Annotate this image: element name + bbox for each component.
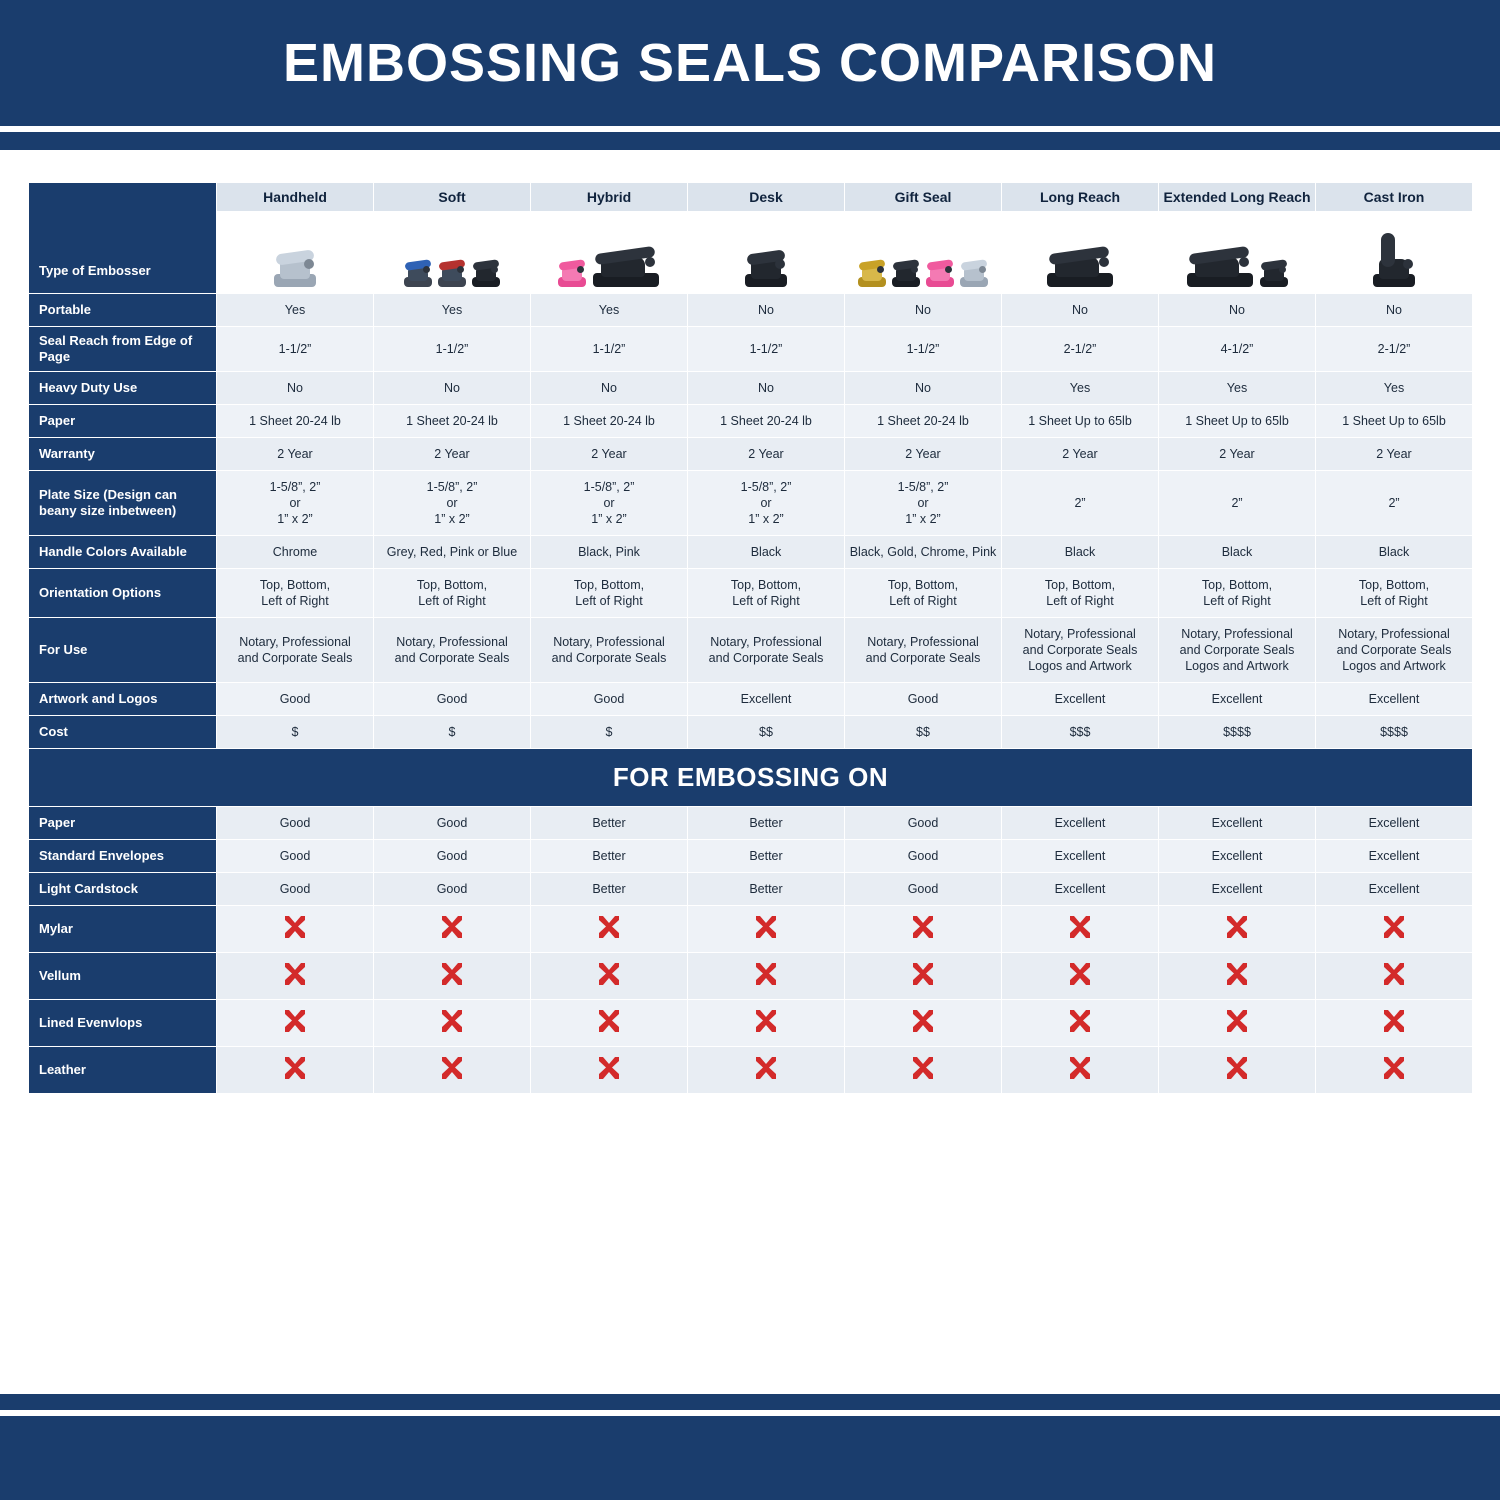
cell-spec-3: 1 Sheet 20-24 lb: [531, 404, 688, 437]
cell-embossing-2: Good: [374, 872, 531, 905]
cell-spec-1: Top, Bottom, Left of Right: [217, 568, 374, 617]
cell-embossing-1: Good: [217, 806, 374, 839]
cell-embossing-7: [1159, 952, 1316, 999]
cell-embossing-1: Good: [217, 839, 374, 872]
cell-embossing-5: Good: [845, 839, 1002, 872]
cell-embossing-8: [1316, 952, 1473, 999]
cell-spec-8: Excellent: [1316, 682, 1473, 715]
extended-long-reach-embosser-icon: [1159, 212, 1316, 294]
cell-embossing-8: Excellent: [1316, 806, 1473, 839]
row-header-plate-size-design-can-beany-size-inbetween: Plate Size (Design can beany size inbetween): [29, 470, 217, 535]
cell-spec-7: 1 Sheet Up to 65lb: [1159, 404, 1316, 437]
row-header-artwork-and-logos: Artwork and Logos: [29, 682, 217, 715]
cell-spec-5: $$: [845, 715, 1002, 748]
page-title: EMBOSSING SEALS COMPARISON: [282, 33, 1218, 93]
table-row: [29, 568, 1473, 617]
cell-spec-7: Excellent: [1159, 682, 1316, 715]
desk-embosser-icon: [688, 212, 845, 294]
column-header-hybrid[interactable]: Hybrid: [531, 183, 688, 212]
cell-spec-3: 1-5/8”, 2” or 1” x 2”: [531, 470, 688, 535]
cell-spec-1: 1-1/2”: [217, 327, 374, 372]
cell-embossing-8: [1316, 999, 1473, 1046]
cell-spec-1: Yes: [217, 294, 374, 327]
cell-spec-2: 2 Year: [374, 437, 531, 470]
row-header-orientation-options: Orientation Options: [29, 568, 217, 617]
row-header-heavy-duty-use: Heavy Duty Use: [29, 371, 217, 404]
cell-spec-3: Yes: [531, 294, 688, 327]
cell-embossing-4: [688, 952, 845, 999]
cell-embossing-1: Good: [217, 872, 374, 905]
row-header-paper: Paper: [29, 404, 217, 437]
cell-embossing-7: [1159, 905, 1316, 952]
cell-spec-4: No: [688, 371, 845, 404]
cell-embossing-2: Good: [374, 839, 531, 872]
cell-spec-8: 2”: [1316, 470, 1473, 535]
cell-spec-8: Notary, Professional and Corporate Seals Logos and Artwork: [1316, 617, 1473, 682]
cell-embossing-8: Excellent: [1316, 872, 1473, 905]
cell-embossing-2: [374, 905, 531, 952]
cell-embossing-1: [217, 905, 374, 952]
cell-spec-3: Black, Pink: [531, 535, 688, 568]
cell-spec-2: Notary, Professional and Corporate Seals: [374, 617, 531, 682]
handheld-embosser-icon: [217, 212, 374, 294]
cell-embossing-5: [845, 999, 1002, 1046]
cell-embossing-2: Good: [374, 806, 531, 839]
cell-embossing-4: Better: [688, 806, 845, 839]
comparison-table: [28, 182, 1473, 1094]
row-header-type-of-embosser: Type of Embosser: [29, 183, 217, 294]
cell-embossing-2: [374, 999, 531, 1046]
cell-embossing-3: [531, 999, 688, 1046]
cell-spec-3: 2 Year: [531, 437, 688, 470]
cell-spec-3: $: [531, 715, 688, 748]
cell-embossing-6: Excellent: [1002, 872, 1159, 905]
cell-spec-5: No: [845, 294, 1002, 327]
cell-spec-2: Grey, Red, Pink or Blue: [374, 535, 531, 568]
cell-spec-4: Top, Bottom, Left of Right: [688, 568, 845, 617]
cell-embossing-4: [688, 1046, 845, 1093]
cell-embossing-1: [217, 952, 374, 999]
cell-embossing-6: [1002, 952, 1159, 999]
cell-spec-4: 1-1/2”: [688, 327, 845, 372]
cell-spec-6: Black: [1002, 535, 1159, 568]
cell-spec-7: 4-1/2”: [1159, 327, 1316, 372]
column-header-extended-long-reach[interactable]: Extended Long Reach: [1159, 183, 1316, 212]
cell-embossing-3: Better: [531, 806, 688, 839]
cell-spec-5: 2 Year: [845, 437, 1002, 470]
cell-spec-6: $$$: [1002, 715, 1159, 748]
cell-spec-6: Notary, Professional and Corporate Seals Logos and Artwork: [1002, 617, 1159, 682]
cell-spec-3: No: [531, 371, 688, 404]
cell-spec-1: 1 Sheet 20-24 lb: [217, 404, 374, 437]
footer-band-top: [0, 1394, 1500, 1410]
cell-spec-8: 2 Year: [1316, 437, 1473, 470]
cell-spec-5: 1-1/2”: [845, 327, 1002, 372]
cell-spec-1: 2 Year: [217, 437, 374, 470]
row-header-seal-reach-from-edge-of-page: Seal Reach from Edge of Page: [29, 327, 217, 372]
page-header: [0, 0, 1500, 126]
cell-spec-1: $: [217, 715, 374, 748]
cell-embossing-1: [217, 999, 374, 1046]
column-header-cast-iron[interactable]: Cast Iron: [1316, 183, 1473, 212]
cell-embossing-8: Excellent: [1316, 839, 1473, 872]
column-header-gift-seal[interactable]: Gift Seal: [845, 183, 1002, 212]
section-banner-label: FOR EMBOSSING ON: [29, 748, 1473, 806]
cell-spec-6: Excellent: [1002, 682, 1159, 715]
cell-spec-7: $$$$: [1159, 715, 1316, 748]
cell-spec-7: Top, Bottom, Left of Right: [1159, 568, 1316, 617]
table-row: [29, 371, 1473, 404]
table-row: [29, 999, 1473, 1046]
cell-spec-3: Top, Bottom, Left of Right: [531, 568, 688, 617]
cell-spec-6: 1 Sheet Up to 65lb: [1002, 404, 1159, 437]
table-row: [29, 404, 1473, 437]
cell-spec-5: Black, Gold, Chrome, Pink: [845, 535, 1002, 568]
table-header-row: [29, 183, 1473, 212]
footer-band: [0, 1416, 1500, 1500]
cell-spec-7: Black: [1159, 535, 1316, 568]
cell-spec-2: Yes: [374, 294, 531, 327]
soft-embosser-icon: [374, 212, 531, 294]
cell-spec-2: $: [374, 715, 531, 748]
row-header-handle-colors-available: Handle Colors Available: [29, 535, 217, 568]
cell-spec-1: Good: [217, 682, 374, 715]
cell-spec-4: 2 Year: [688, 437, 845, 470]
gift-seal-embosser-icon: [845, 212, 1002, 294]
cell-spec-4: Notary, Professional and Corporate Seals: [688, 617, 845, 682]
cell-spec-6: No: [1002, 294, 1159, 327]
cell-embossing-3: [531, 905, 688, 952]
cell-embossing-4: Better: [688, 839, 845, 872]
cell-embossing-3: Better: [531, 872, 688, 905]
cell-spec-5: 1 Sheet 20-24 lb: [845, 404, 1002, 437]
cell-embossing-3: [531, 1046, 688, 1093]
cell-spec-1: 1-5/8”, 2” or 1” x 2”: [217, 470, 374, 535]
cell-embossing-5: Good: [845, 806, 1002, 839]
cell-embossing-5: [845, 905, 1002, 952]
cell-spec-4: $$: [688, 715, 845, 748]
cell-spec-4: Black: [688, 535, 845, 568]
row-header-warranty: Warranty: [29, 437, 217, 470]
cell-embossing-6: [1002, 905, 1159, 952]
cell-embossing-4: Better: [688, 872, 845, 905]
cell-embossing-4: [688, 905, 845, 952]
cell-spec-1: No: [217, 371, 374, 404]
cell-spec-8: 2-1/2”: [1316, 327, 1473, 372]
section-banner-row: [29, 748, 1473, 806]
column-header-long-reach[interactable]: Long Reach: [1002, 183, 1159, 212]
column-header-desk[interactable]: Desk: [688, 183, 845, 212]
cell-spec-3: Good: [531, 682, 688, 715]
table-row: [29, 1046, 1473, 1093]
table-row: [29, 682, 1473, 715]
row-header-vellum: Vellum: [29, 952, 217, 999]
cell-embossing-5: Good: [845, 872, 1002, 905]
table-row: [29, 617, 1473, 682]
cell-spec-6: Top, Bottom, Left of Right: [1002, 568, 1159, 617]
row-header-cost: Cost: [29, 715, 217, 748]
cell-spec-6: Yes: [1002, 371, 1159, 404]
cell-spec-7: Notary, Professional and Corporate Seals Logos and Artwork: [1159, 617, 1316, 682]
cell-spec-2: Top, Bottom, Left of Right: [374, 568, 531, 617]
cell-spec-4: 1-5/8”, 2” or 1” x 2”: [688, 470, 845, 535]
cell-spec-1: Chrome: [217, 535, 374, 568]
row-header-standard-envelopes: Standard Envelopes: [29, 839, 217, 872]
cell-spec-2: No: [374, 371, 531, 404]
cell-embossing-7: [1159, 1046, 1316, 1093]
cell-embossing-5: [845, 1046, 1002, 1093]
cell-embossing-3: Better: [531, 839, 688, 872]
cell-spec-7: No: [1159, 294, 1316, 327]
column-header-soft[interactable]: Soft: [374, 183, 531, 212]
cell-spec-7: 2”: [1159, 470, 1316, 535]
cell-embossing-1: [217, 1046, 374, 1093]
cell-embossing-7: [1159, 999, 1316, 1046]
cell-spec-4: No: [688, 294, 845, 327]
cell-spec-2: 1-1/2”: [374, 327, 531, 372]
comparison-table-wrap: [28, 182, 1472, 1094]
cell-embossing-7: Excellent: [1159, 872, 1316, 905]
cell-embossing-5: [845, 952, 1002, 999]
table-row: [29, 872, 1473, 905]
cell-embossing-6: Excellent: [1002, 806, 1159, 839]
row-header-lined-evenvlops: Lined Evenvlops: [29, 999, 217, 1046]
cell-spec-8: No: [1316, 294, 1473, 327]
row-header-leather: Leather: [29, 1046, 217, 1093]
cell-spec-3: Notary, Professional and Corporate Seals: [531, 617, 688, 682]
cell-embossing-2: [374, 1046, 531, 1093]
cell-spec-6: 2 Year: [1002, 437, 1159, 470]
cell-embossing-7: Excellent: [1159, 806, 1316, 839]
cell-spec-1: Notary, Professional and Corporate Seals: [217, 617, 374, 682]
cell-embossing-7: Excellent: [1159, 839, 1316, 872]
cell-spec-6: 2”: [1002, 470, 1159, 535]
cell-spec-7: Yes: [1159, 371, 1316, 404]
table-row: [29, 806, 1473, 839]
cell-embossing-3: [531, 952, 688, 999]
long-reach-embosser-icon: [1002, 212, 1159, 294]
cell-embossing-4: [688, 999, 845, 1046]
row-header-mylar: Mylar: [29, 905, 217, 952]
cell-spec-2: Good: [374, 682, 531, 715]
cell-spec-6: 2-1/2”: [1002, 327, 1159, 372]
row-header-portable: Portable: [29, 294, 217, 327]
header-band: [0, 132, 1500, 150]
hybrid-embosser-icon: [531, 212, 688, 294]
cell-embossing-6: [1002, 999, 1159, 1046]
cell-spec-2: 1-5/8”, 2” or 1” x 2”: [374, 470, 531, 535]
cell-spec-5: 1-5/8”, 2” or 1” x 2”: [845, 470, 1002, 535]
table-row: [29, 327, 1473, 372]
cell-spec-8: Black: [1316, 535, 1473, 568]
row-header-light-cardstock: Light Cardstock: [29, 872, 217, 905]
cell-spec-3: 1-1/2”: [531, 327, 688, 372]
cell-embossing-6: Excellent: [1002, 839, 1159, 872]
table-row: [29, 905, 1473, 952]
cell-spec-5: Notary, Professional and Corporate Seals: [845, 617, 1002, 682]
cell-spec-5: Good: [845, 682, 1002, 715]
cast-iron-embosser-icon: [1316, 212, 1473, 294]
table-row: [29, 294, 1473, 327]
table-row: [29, 839, 1473, 872]
cell-spec-8: Top, Bottom, Left of Right: [1316, 568, 1473, 617]
table-row: [29, 952, 1473, 999]
row-header-for-use: For Use: [29, 617, 217, 682]
table-row: [29, 535, 1473, 568]
cell-spec-4: Excellent: [688, 682, 845, 715]
cell-spec-4: 1 Sheet 20-24 lb: [688, 404, 845, 437]
cell-spec-8: Yes: [1316, 371, 1473, 404]
column-header-handheld[interactable]: Handheld: [217, 183, 374, 212]
cell-embossing-6: [1002, 1046, 1159, 1093]
table-product-image-row: [29, 212, 1473, 294]
cell-spec-7: 2 Year: [1159, 437, 1316, 470]
cell-spec-8: $$$$: [1316, 715, 1473, 748]
cell-embossing-2: [374, 952, 531, 999]
cell-embossing-8: [1316, 905, 1473, 952]
table-row: [29, 437, 1473, 470]
cell-spec-5: No: [845, 371, 1002, 404]
cell-spec-5: Top, Bottom, Left of Right: [845, 568, 1002, 617]
cell-embossing-8: [1316, 1046, 1473, 1093]
row-header-paper: Paper: [29, 806, 217, 839]
table-row: [29, 715, 1473, 748]
cell-spec-8: 1 Sheet Up to 65lb: [1316, 404, 1473, 437]
table-row: [29, 470, 1473, 535]
cell-spec-2: 1 Sheet 20-24 lb: [374, 404, 531, 437]
